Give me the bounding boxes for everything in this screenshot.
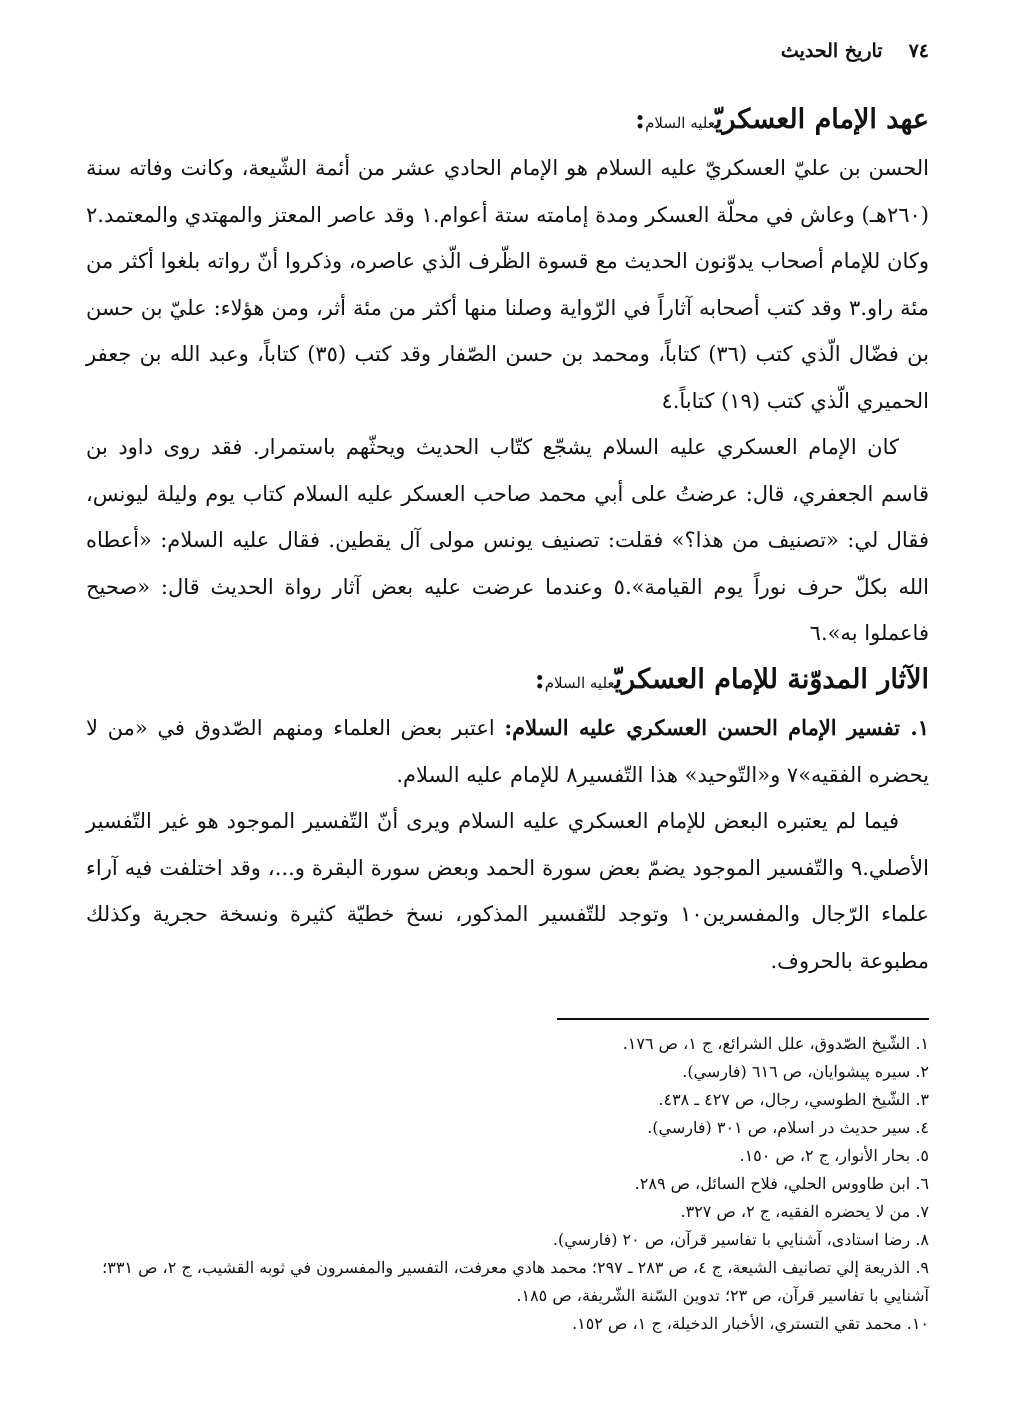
paragraph: كان الإمام العسكري عليه السلام يشجّع كتّاب الحديث ويحثّهم باستمرار. فقد روى داود بن قاسم الجعفري، قال: عرضتُ على أبي محمد صاحب العسكر عليه السلام كتاب يوم وليلة ليونس، فقال لي: «تصنيف من هذا؟» فقلت: تصنيف يونس مولى آل يقطين. فقال عليه السلام: «أعطاه الله بكلّ حرف نوراً يوم القيامة».٥ وعندما عرضت عليه بعض آثار رواة الحديث قال: «صحيح فاعملوا به».٦: [86, 435, 929, 645]
item-lead: ١. تفسير الإمام الحسن العسكري عليه السلام:: [504, 715, 929, 740]
footnote-divider: [557, 1018, 929, 1020]
footnote: ٧. من لا يحضره الفقيه، ج ٢، ص ٣٢٧.: [680, 1202, 929, 1221]
footnote: ٨. رضا استادی، آشنايي با تفاسير قرآن، ص ٢٠ (فارسي).: [552, 1230, 929, 1249]
book-title: تاريخ الحديث: [780, 40, 883, 62]
footnote: ١٠. محمد تقي التستري، الأخبار الدخيلة، ج ١، ص ١٥٢.: [572, 1314, 929, 1333]
section-heading: عهد الإمام العسكريّعليه السلام:: [635, 104, 929, 135]
honorific-glyph: عليه السلام: [544, 674, 615, 692]
footnote: ١. الشّيخ الصّدوق، علل الشرائع، ج ١، ص ١٧٦.: [622, 1034, 929, 1053]
item-text: اعتبر بعض العلماء ومنهم الصّدوق في «من لا يحضره الفقيه»٧ و«التّوحيد» هذا التّفسير٨ للإمام عليه السلام.: [86, 716, 929, 787]
paragraph: الحسن بن عليّ العسكريّ عليه السلام هو الإمام الحادي عشر من أئمة الشّيعة، وكانت وفاته سنة (٢٦٠هـ) وعاش في محلّة العسكر ومدة إمامته ستة أعوام.١ وقد عاصر المعتز والمهتدي والمعتمد.٢ وكان للإمام أصحاب يدوّنون الحديث مع قسوة الظّرف الّذي عاصره، وذكروا أنّ رواته بلغوا أكثر من مئة راو.٣ وقد كتب أصحابه آثاراً في الرّواية وصلنا منها أكثر من مئة أثر، ومن هؤلاء: عليّ بن حسن بن فضّال الّذي كتب (٣٦) كتاباً، ومحمد بن حسن الصّفار وقد كتب (٣٥) كتاباً، وعبد الله بن جعفر الحميري الّذي كتب (١٩) كتاباً.٤: [86, 156, 929, 413]
footnote: ٤. سير حديث در اسلام، ص ٣٠١ (فارسي).: [647, 1118, 929, 1137]
paragraph: فيما لم يعتبره البعض للإمام العسكري عليه السلام ويرى أنّ التّفسير الموجود هو غير التّفسير الأصلي.٩ والتّفسير الموجود يضمّ بعض سورة الحمد وبعض سورة البقرة و...، وقد اختلفت فيه آراء علماء الرّجال والمفسرين١٠ وتوجد للتّفسير المذكور، نسخ خطيّة كثيرة ونسخة حجرية وكذلك مطبوعة بالحروف.: [86, 809, 930, 973]
footnote: ٦. ابن طاووس الحلي، فلاح السائل، ص ٢٨٩.: [634, 1174, 929, 1193]
section-askari-works: [86, 658, 929, 984]
honorific-glyph: عليه السلام: [645, 114, 715, 132]
running-header: [781, 40, 929, 62]
section-heading: الآثار المدوّنة للإمام العسكريّعليه السلام:: [534, 664, 929, 695]
footnote: ٥. بحار الأنوار، ج ٢، ص ١٥٠.: [739, 1146, 929, 1165]
footnote: ٩. الذريعة إلي تصانيف الشيعة، ج ٤، ص ٢٨٣ ـ ٢٩٧؛ محمد هادي معرفت، التفسير والمفسرون في ثوبه القشيب، ج ٢، ص ٣٣١؛ آشنايي با تفاسير قرآن، ص ٢٣؛ تدوين السّنة الشّريفة، ص ١٨٥.: [102, 1258, 929, 1305]
page-number: ٧٤: [908, 40, 929, 62]
footnotes-list: [86, 1030, 929, 1338]
list-item: [86, 705, 929, 798]
section-askari-era: [86, 98, 929, 657]
footnote: ٣. الشّيخ الطوسي، رجال، ص ٤٢٧ ـ ٤٣٨.: [658, 1090, 929, 1109]
footnote: ٢. سيره پيشوايان، ص ٦١٦ (فارسي).: [682, 1062, 929, 1081]
